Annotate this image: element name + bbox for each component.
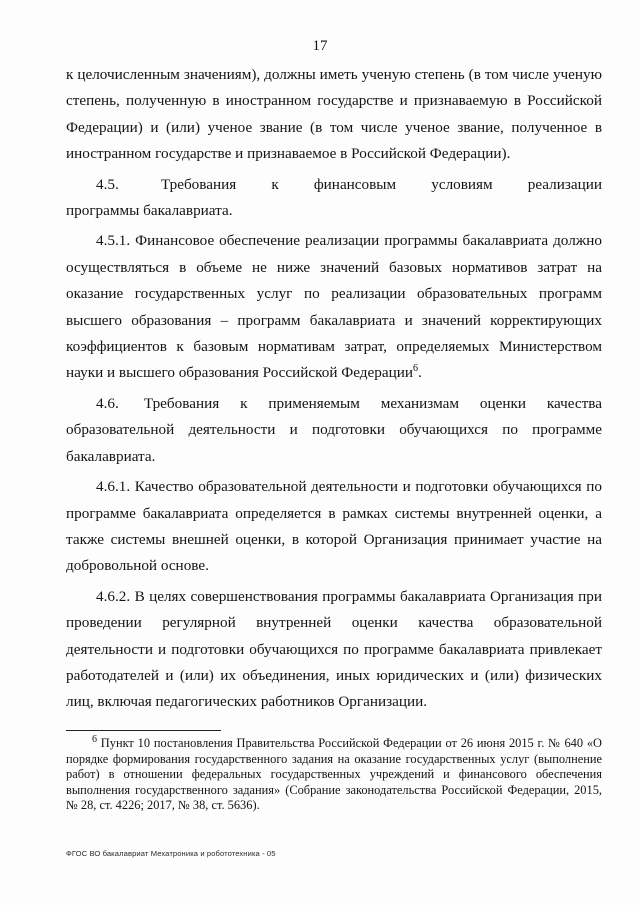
paragraph-text: 4.6.2. В целях совершенствования программы бакалавриата Организация при проведении регулярной внутренней оценки качества образовательной деятельности и подготовки обучающихся по программе бакалавриата привлекает работодателей и (или) их объединения, иных юридических и (или) физических лиц, включая педагогических работников Организации. bbox=[66, 587, 602, 711]
footnote-divider bbox=[66, 730, 221, 731]
paragraph-text: к целочисленным значениям), должны иметь ученую степень (в том числе ученую степень, полученную в иностранном государстве и признаваемую в Российской Федерации) и (или) ученое звание (в том числе ученое звание, полученное в иностранном государстве и признаваемое в Российской Федерации). bbox=[66, 66, 602, 163]
paragraph-4-6-2 bbox=[66, 584, 602, 716]
paragraph-text: 4.6. Требования к применяемым механизмам оценки качества образовательной деятельности и подготовки обучающихся по программе бакалавриата. bbox=[66, 394, 606, 465]
paragraph-end-punctuation: . bbox=[418, 364, 422, 382]
paragraph-text: 4.6.1. Качество образовательной деятельности и подготовки обучающихся по программе бакалавриата определяется в рамках системы внутренней оценки, а также системы внешней оценки, в которой Организация принимает участие на добровольной основе. bbox=[66, 478, 602, 575]
page-footer: ФГОС ВО бакалавриат Мехатроника и робототехника - 05 bbox=[66, 849, 276, 858]
paragraph-continuation bbox=[66, 62, 602, 168]
section-heading-4-6 bbox=[66, 391, 606, 470]
footnote-reference: 6 bbox=[413, 363, 418, 375]
footnote bbox=[66, 733, 602, 814]
body-text bbox=[66, 62, 621, 720]
section-heading-4-5 bbox=[66, 172, 621, 225]
paragraph-4-6-1 bbox=[66, 474, 602, 580]
page-number: 17 bbox=[312, 38, 328, 54]
paragraph-4-5-1 bbox=[66, 228, 602, 386]
footnote-text: Пункт 10 постановления Правительства Российской Федерации от 26 июня 2015 г. № 640 «О порядке формирования государственного задания на оказание государственных услуг (выполнение работ) в отношении федеральных государственных учреждений и финансового обеспечения выполнения государственного задания» (Собрание законодательства Российской Федерации, 2015, № 28, ст. 4226; 2017, № 38, ст. 5636). bbox=[66, 736, 602, 813]
paragraph-text: 4.5.1. Финансовое обеспечение реализации программы бакалавриата должно осуществляться в объеме не ниже значений базовых нормативов затрат на оказание государственных услуг по реализации образовательных программ высшего образования – программ бакалавриата и значений корректирующих коэффициентов к базовым нормативам затрат, определяемых Министерством науки и высшего образования Российской Федерации bbox=[66, 232, 602, 382]
paragraph-text: 4.5. Требования к финансовым условиям реализации программы бакалавриата. bbox=[66, 175, 621, 220]
footnote-marker: 6 bbox=[92, 733, 97, 745]
